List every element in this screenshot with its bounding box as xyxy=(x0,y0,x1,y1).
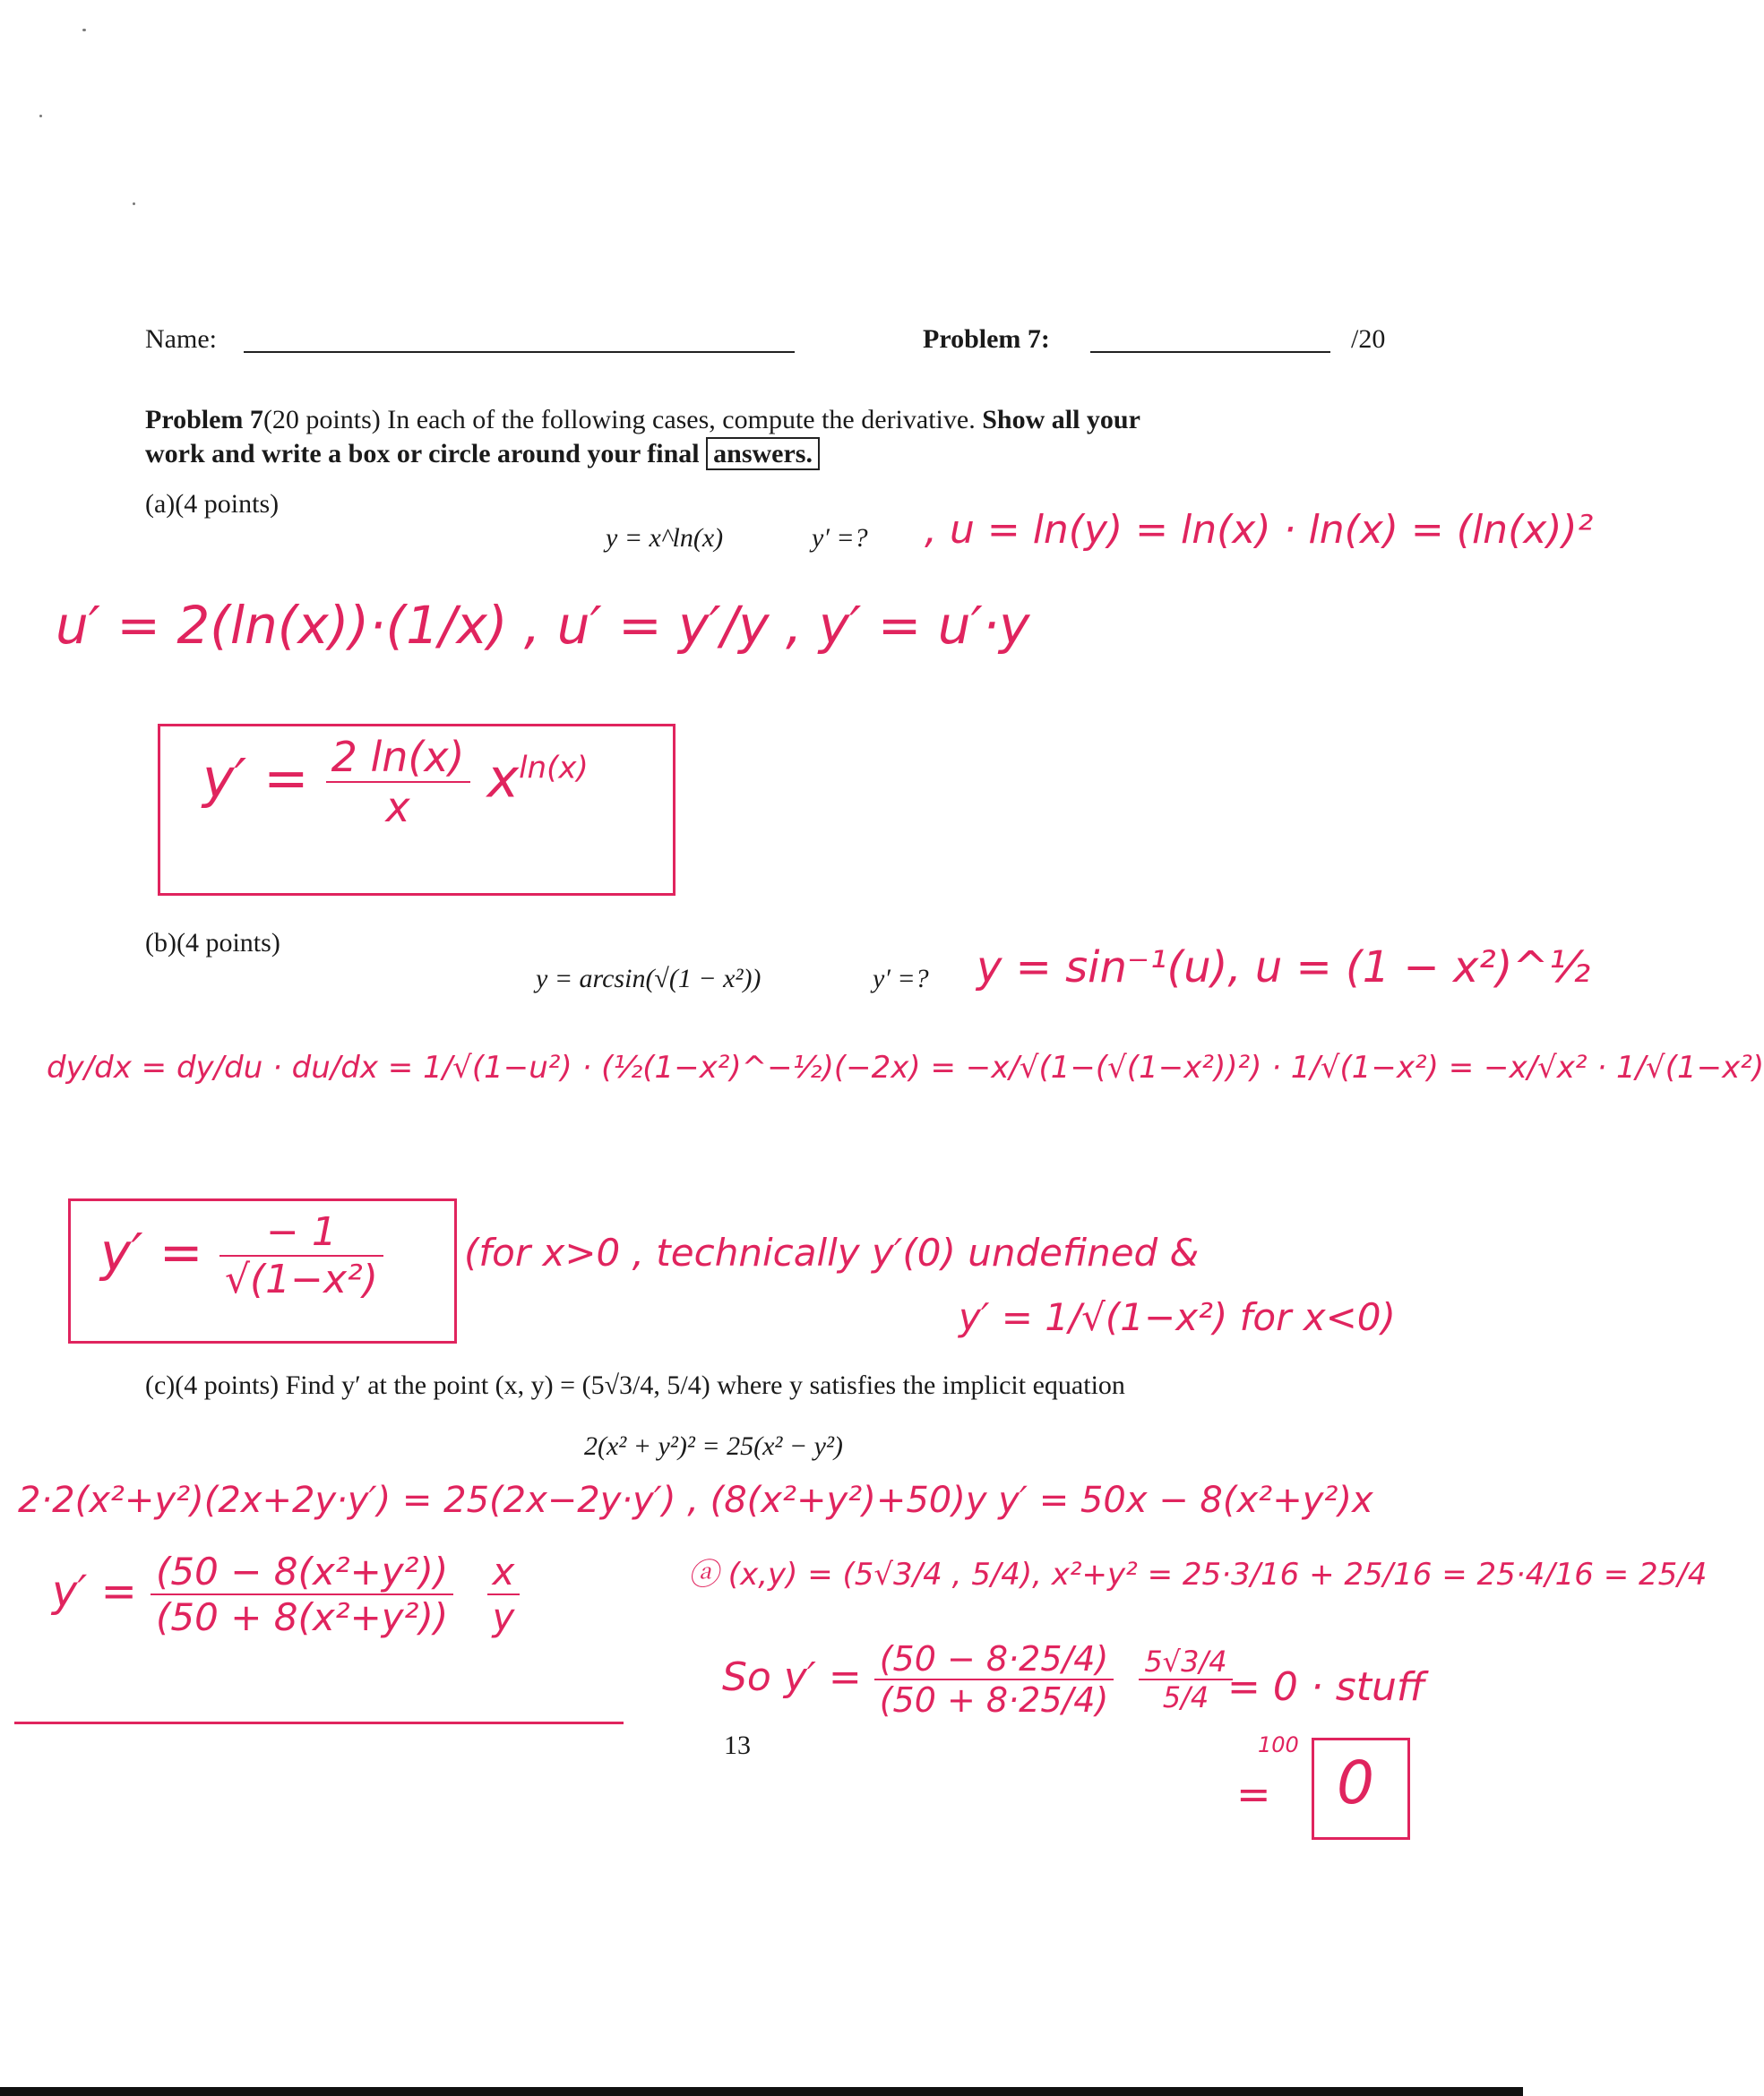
part-c-yprime-lhs: y′ = xyxy=(52,1567,137,1617)
part-c-so-fraction xyxy=(874,1639,1114,1720)
part-a-answer-den: x xyxy=(385,783,410,831)
score-blank-line xyxy=(1090,351,1330,353)
part-b-hw-note-1: (for x>0 , technically y′(0) undefined & xyxy=(464,1231,1200,1275)
part-c-so-xy-num: 5√3/4 xyxy=(1139,1645,1232,1680)
part-c-hw-result: = 0 · stuff xyxy=(1227,1664,1425,1710)
name-blank-line xyxy=(244,351,795,353)
part-c-instruction: Find y′ at the point (x, y) = (5√3/4, 5/4) where y satisfies the implicit equation xyxy=(285,1370,1125,1400)
part-c-hw-implicit-diff: 2·2(x²+y²)(2x+2y·y′) = 25(2x−2y·y′) , (8(x²+y²)+50)y y′ = 50x − 8(x²+y²)x xyxy=(18,1480,1373,1521)
problem-score-label: Problem 7: xyxy=(923,324,1050,354)
problem-intro-line2 xyxy=(145,439,820,469)
score-total: /20 xyxy=(1351,324,1386,354)
part-c-hw-yprime-formula xyxy=(52,1550,520,1639)
part-b-answer-fraction xyxy=(219,1209,383,1302)
problem-intro-line1 xyxy=(145,405,1140,435)
part-c-hw-at-point: ⓐ (x,y) = (5√3/4 , 5/4), x²+y² = 25·3/16 + 25/16 = 25·4/16 = 25/4 xyxy=(688,1557,1708,1593)
problem-instruction-bold: Show all your xyxy=(982,405,1140,434)
part-c-hw-result-den: 100 xyxy=(1258,1732,1299,1757)
part-c-yprime-xy-fraction xyxy=(487,1550,521,1639)
part-b-answer-lhs: y′ = xyxy=(100,1222,203,1284)
page-number: 13 xyxy=(724,1731,751,1760)
part-a-equation: y = x^ln(x) xyxy=(606,523,724,553)
part-c-final-answer: 0 xyxy=(1337,1748,1374,1817)
part-b-answer xyxy=(100,1209,383,1302)
part-b-hw-substitution: y = sin⁻¹(u), u = (1 − x²)^½ xyxy=(977,942,1591,992)
part-c-so-xy-den: 5/4 xyxy=(1162,1680,1209,1714)
part-a-answer-fraction xyxy=(326,733,470,831)
part-b-answer-den: √(1−x²) xyxy=(224,1257,378,1302)
part-c-label: (c)(4 points) xyxy=(145,1370,280,1400)
name-label: Name: xyxy=(145,324,217,354)
part-a-answer-exponent: ln(x) xyxy=(519,750,589,786)
part-c-so-num: (50 − 8·25/4) xyxy=(874,1639,1114,1680)
part-b-equation: y = arcsin(√(1 − x²)) xyxy=(536,964,762,993)
part-b-hw-chain-rule: dy/dx = dy/du · du/dx = 1/√(1−u²) · (½(1−x²)^−½)(−2x) = −x/√(1−(√(1−x²))²) · 1/√(1−x²) = −x/√x² · 1/√(1−x²) xyxy=(47,1050,1764,1086)
problem-points: (20 points) xyxy=(262,405,381,434)
part-a-answer-num: 2 ln(x) xyxy=(326,733,470,783)
part-a-label: (a)(4 points) xyxy=(145,489,280,519)
part-a-answer-base: x xyxy=(486,747,520,811)
part-a-answer xyxy=(202,733,589,831)
part-c-hw-divider xyxy=(14,1722,624,1724)
part-c-yprime-y: y xyxy=(492,1595,515,1639)
scan-speck xyxy=(133,202,135,205)
scan-speck xyxy=(82,29,86,31)
part-b-answer-num: − 1 xyxy=(219,1209,383,1257)
part-a-hw-substitution: , u = ln(y) = ln(x) · ln(x) = (ln(x))² xyxy=(925,507,1594,553)
scan-bottom-edge xyxy=(0,2087,1523,2096)
part-c-equation: 2(x² + y²)² = 25(x² − y²) xyxy=(584,1431,843,1461)
part-a-hw-derivation: u′ = 2(ln(x))·(1/x) , u′ = y′/y , y′ = u′·y xyxy=(56,595,1030,656)
part-b-label: (b)(4 points) xyxy=(145,928,280,958)
part-c-yprime-x: x xyxy=(487,1550,521,1595)
problem-title: Problem 7 xyxy=(145,405,263,434)
part-a-question: y′ =? xyxy=(812,523,868,553)
problem-instruction: In each of the following cases, compute the derivative. xyxy=(387,405,976,434)
part-c-yprime-fraction xyxy=(151,1550,453,1639)
part-c-text xyxy=(145,1370,1125,1401)
part-b-question: y′ =? xyxy=(873,964,929,993)
part-c-yprime-num: (50 − 8(x²+y²)) xyxy=(151,1550,453,1595)
part-c-hw-substituted xyxy=(722,1639,1233,1720)
scan-speck xyxy=(39,115,42,117)
part-c-so: So y′ = xyxy=(722,1654,862,1700)
problem-instruction-bold-2: work and write a box or circle around your final xyxy=(145,439,700,468)
part-c-yprime-den: (50 + 8(x²+y²)) xyxy=(156,1595,449,1639)
part-c-hw-final-eq: = xyxy=(1236,1770,1271,1818)
part-b-hw-note-2: y′ = 1/√(1−x²) for x<0) xyxy=(959,1295,1396,1339)
part-c-so-den: (50 + 8·25/4) xyxy=(879,1680,1109,1720)
part-a-answer-lhs: y′ = xyxy=(202,747,309,811)
part-c-so-xy-fraction xyxy=(1139,1645,1232,1714)
boxed-answers-word: answers. xyxy=(706,437,820,470)
